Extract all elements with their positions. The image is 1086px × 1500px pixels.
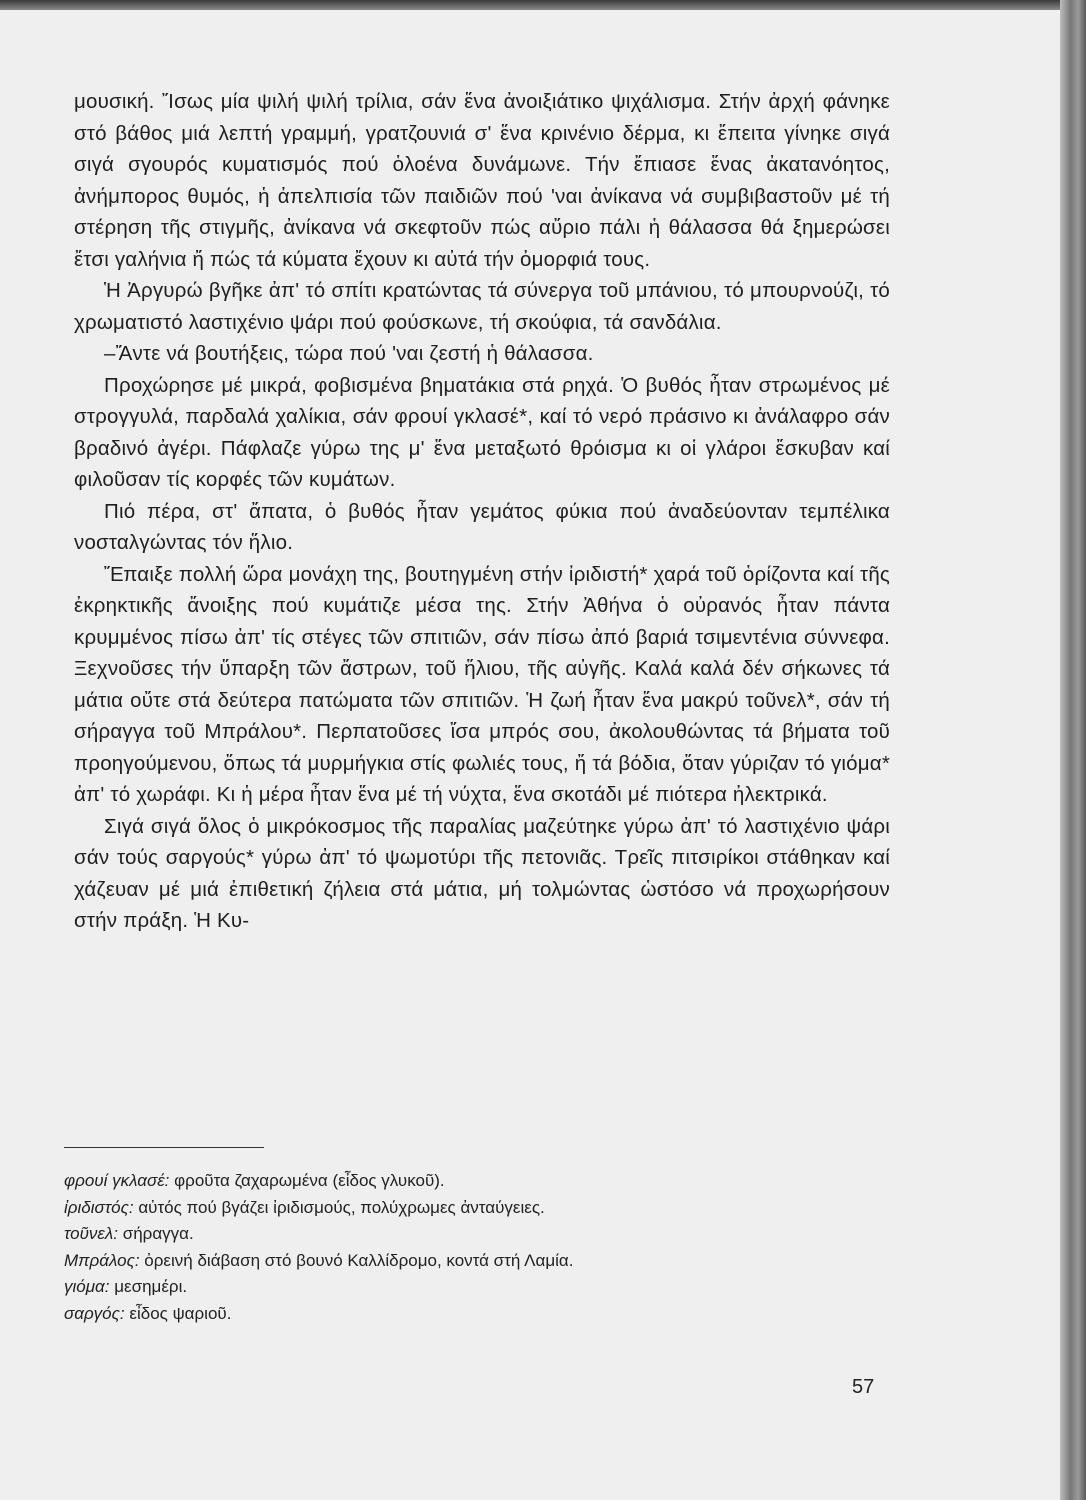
paragraph-2: Ἡ Ἀργυρώ βγῆκε ἀπ' τό σπίτι κρατώντας τά σύνεργα τοῦ μπάνιου, τό μπουρνούζι, τό χρωματιστό λαστιχένιο ψάρι πού φούσκωνε, τή σκούφια, τά σανδάλια. [74, 279, 890, 334]
footnote-definition: μεσημέρι. [114, 1277, 188, 1296]
page-number: 57 [852, 1376, 875, 1398]
body-text [74, 86, 890, 937]
footnote-term: φρουί γκλασέ: [64, 1171, 170, 1190]
footnote-term: γιόμα: [64, 1277, 110, 1296]
footnote-definition: ὀρεινή διάβαση στό βουνό Καλλίδρομο, κοντά στή Λαμία. [144, 1250, 574, 1270]
paragraph-6: Ἔπαιξε πολλή ὥρα μονάχη της, βουτηγμένη στήν ἰριδιστή* χαρά τοῦ ὁρίζοντα καί τῆς ἐκρηκτικῆς ἄνοιξης πού κυμάτιζε μέσα της. Στήν Ἀθήνα ὁ οὐρανός ἦταν πάντα κρυμμένος πίσω ἀπ' τίς στέγες τῶν σπιτιῶν, σάν πίσω ἀπό βαριά τσιμεντένια σύννεφα. Ξεχνοῦσες τήν ὕπαρξη τῶν ἄστρων, τοῦ ἥλιου, τῆς αὐγῆς. Καλά καλά δέν σήκωνες τά μάτια οὔτε στά δεύτερα πατώματα τῶν σπιτιῶν. Ἡ ζωή ἦταν ἕνα μακρύ τοῦνελ*, σάν τή σήραγγα τοῦ Μπράλου*. Περπατοῦσες ἴσα μπρός σου, ἀκολουθώντας τά βήματα τοῦ προηγούμενου, ὅπως τά μυρμήγκια στίς φωλιές τους, ἤ τά βόδια, ὅταν γύριζαν τό γιόμα* ἀπ' τό χωράφι. Κι ἡ μέρα ἦταν ἕνα μέ τή νύχτα, ἕνα σκοτάδι μέ πιότερα ἠλεκτρικά. [74, 562, 890, 806]
footnote [64, 1301, 884, 1328]
footnote-definition: αὐτός πού βγάζει ἰριδισμούς, πολύχρωμες ἀνταύγειες. [138, 1197, 545, 1217]
footnote [64, 1221, 884, 1248]
footnote [64, 1195, 884, 1222]
footnote-definition: εἶδος ψαριοῦ. [129, 1303, 232, 1323]
footnote-term: τοῦνελ: [64, 1224, 118, 1243]
footnote-term: σαργός: [64, 1303, 125, 1323]
footnotes [64, 1168, 884, 1327]
book-page [0, 10, 1060, 1500]
paragraph-3-dialogue: –Ἄντε νά βουτήξεις, τώρα πού 'ναι ζεστή ἡ θάλασσα. [104, 342, 594, 365]
scan-page-edge [1060, 0, 1086, 1500]
footnote-divider [64, 1147, 264, 1148]
paragraph-4: Προχώρησε μέ μικρά, φοβισμένα βηματάκια στά ρηχά. Ὁ βυθός ἦταν στρωμένος μέ στρογγυλά, παρδαλά χαλίκια, σάν φρουί γκλασέ*, καί τό νερό πράσινο κι ἀνάλαφρο σάν βραδινό ἀγέρι. Πάφλαζε γύρω της μ' ἕνα μεταξωτό θρόισμα κι οἱ γλάροι ἔσκυβαν καί φιλοῦσαν τίς κορφές τῶν κυμάτων. [74, 373, 890, 491]
footnote-term: Μπράλος: [64, 1250, 140, 1270]
footnote-definition: φροῦτα ζαχαρωμένα (εἶδος γλυκοῦ). [174, 1171, 445, 1190]
paragraph-5: Πιό πέρα, στ' ἄπατα, ὁ βυθός ἦταν γεμάτος φύκια πού ἀναδεύονταν τεμπέλικα νοσταλγώντας τόν ἥλιο. [74, 499, 890, 554]
footnote [64, 1168, 884, 1195]
footnote [64, 1248, 884, 1275]
paragraph-7: Σιγά σιγά ὅλος ὁ μικρόκοσμος τῆς παραλίας μαζεύτηκε γύρω ἀπ' τό λαστιχένιο ψάρι σάν τούς σαργούς* γύρω ἀπ' τό ψωμοτύρι τῆς πετονιᾶς. Τρεῖς πιτσιρίκοι στάθηκαν καί χάζευαν μέ μιά ἐπιθετική ζήλεια στά μάτια, μή τολμώντας ὡστόσο νά προχωρήσουν στήν πράξη. Ἡ Κυ- [74, 814, 890, 932]
footnote [64, 1274, 884, 1301]
footnote-definition: σήραγγα. [122, 1224, 194, 1243]
paragraph-1: μουσική. Ἴσως μία ψιλή ψιλή τρίλια, σάν ἕνα ἀνοιξιάτικο ψιχάλισμα. Στήν ἀρχή φάνηκε στό βάθος μιά λεπτή γραμμή, γρατζουνιά σ' ἕνα κρινένιο δέρμα, κι ἔπειτα γίνηκε σιγά σιγά σγουρός κυματισμός πού ὁλοένα δυνάμωνε. Τήν ἔπιασε ἕνας ἀκατανόητος, ἀνήμπορος θυμός, ἡ ἀπελπισία τῶν παιδιῶν πού 'ναι ἀνίκανα νά συμβιβαστοῦν μέ τή στέρηση τῆς στιγμῆς, ἀνίκανα νά σκεφτοῦν πώς αὔριο πάλι ἡ θάλασσα θά ξημερώσει ἔτσι γαλήνια ἤ πώς τά κύματα ἔχουν κι αὐτά τήν ὀμορφιά τους. [74, 90, 890, 271]
footnote-term: ἰριδιστός: [64, 1197, 134, 1217]
scan-top-edge [0, 0, 1086, 10]
